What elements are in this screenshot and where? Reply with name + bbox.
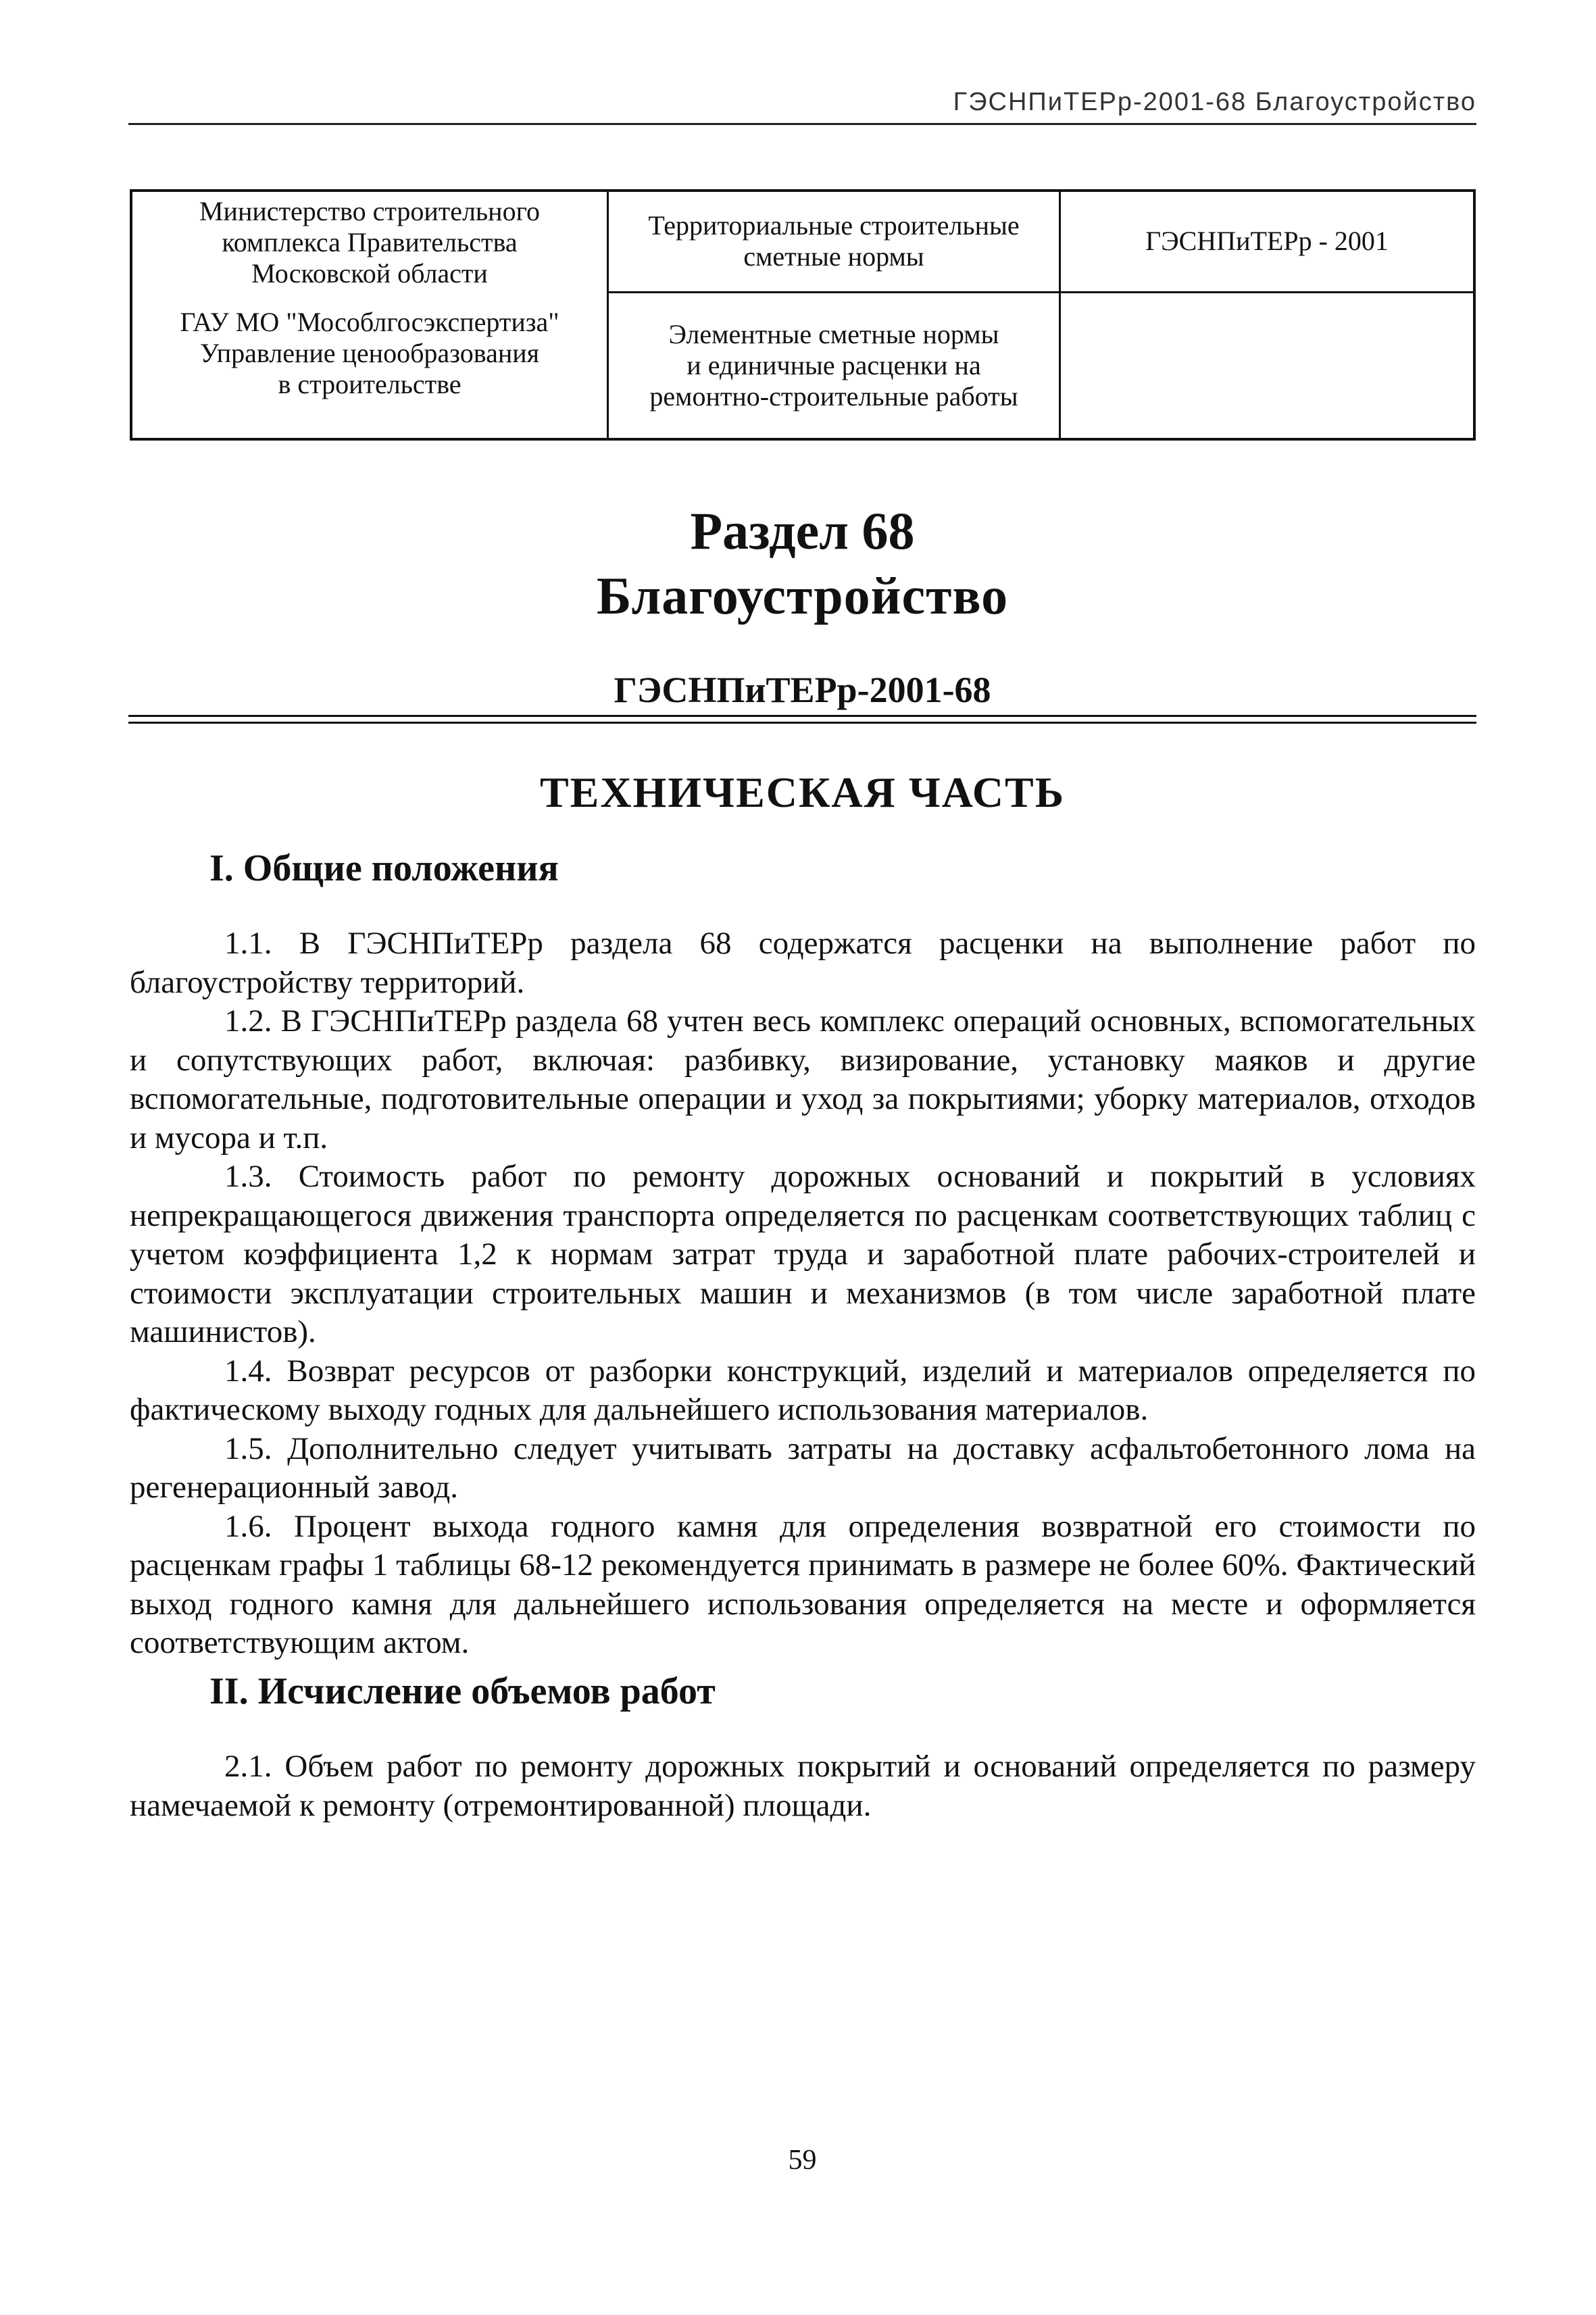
technical-part-title: ТЕХНИЧЕСКАЯ ЧАСТЬ bbox=[539, 768, 1066, 816]
ministry-line: Московской области bbox=[251, 258, 488, 289]
norms-type-cell bbox=[608, 191, 1060, 292]
section-code: ГЭСНПиТЕРр-2001-68 bbox=[614, 670, 991, 710]
ministry-line: Министерство строительного bbox=[199, 196, 540, 226]
paragraph-1-2: 1.2. В ГЭСНПиТЕРр раздела 68 учтен весь комплекс операций основных, вспомогательных и сопутствующих работ, включая: разбивку, визирование, установку маяков и другие вспомогательные, подготовительные операции и уход за покрытиями; уборку материалов, отходов и мусора и т.п. bbox=[130, 1003, 1476, 1155]
chapter-body-general bbox=[130, 924, 1476, 1663]
norms-desc-line: и единичные расценки на bbox=[687, 349, 981, 380]
norms-desc-line: ремонтно-строительные работы bbox=[649, 380, 1018, 412]
section-name: Благоустройство bbox=[596, 566, 1009, 625]
norms-code-cell bbox=[1060, 191, 1475, 292]
running-header: ГЭСНПиТЕРр-2001-68 Благоустройство bbox=[128, 86, 1476, 125]
paragraph-1-5: 1.5. Дополнительно следует учитывать затраты на доставку асфальтобетонного лома на регенерационный завод. bbox=[130, 1430, 1476, 1505]
header-table bbox=[130, 189, 1476, 441]
paragraph-1-1: 1.1. В ГЭСНПиТЕРр раздела 68 содержатся расценки на выполнение работ по благоустройству территорий. bbox=[130, 926, 1476, 1000]
agency-line: Управление ценообразования bbox=[199, 338, 540, 368]
paragraph-1-6: 1.6. Процент выхода годного камня для определения возвратной его стоимости по расценкам графы 1 таблицы 68-12 рекомендуется принимать в размере не более 60%. Фактический выход годного камня для дальнейшего использования определяется на месте и оформляется соответствующим актом. bbox=[130, 1508, 1476, 1660]
empty-cell bbox=[1060, 292, 1475, 439]
agency-line: ГАУ МО "Мособлгосэкспертиза" bbox=[180, 307, 559, 337]
page-number: 59 bbox=[788, 2145, 817, 2176]
chapter-heading-general: I. Общие положения bbox=[209, 847, 559, 889]
paragraph-1-3: 1.3. Стоимость работ по ремонту дорожных оснований и покрытий в условиях непрекращающегося движения транспорта определяется по расценкам соответствующих таблиц с учетом коэффициента 1,2 к нормам затрат труда и заработной плате рабочих-строителей и стоимости эксплуатации строительных машин и механизмов (в том числе заработной плате машинистов). bbox=[130, 1159, 1476, 1349]
paragraph-2-1: 2.1. Объем работ по ремонту дорожных покрытий и оснований определяется по размеру намечаемой к ремонту (отремонтированной) площади. bbox=[130, 1749, 1476, 1823]
section-number: Раздел 68 bbox=[690, 501, 915, 560]
chapter-heading-volumes: II. Исчисление объемов работ bbox=[209, 1670, 716, 1712]
ministry-line: комплекса Правительства bbox=[222, 227, 518, 257]
norms-desc-cell bbox=[608, 292, 1060, 439]
norms-code: ГЭСНПиТЕРр - 2001 bbox=[1145, 226, 1389, 257]
double-rule-divider bbox=[128, 715, 1476, 724]
agency-line: в строительстве bbox=[278, 369, 462, 399]
chapter-body-volumes bbox=[130, 1747, 1476, 1825]
agency-cell bbox=[131, 292, 608, 439]
ministry-cell bbox=[131, 191, 608, 292]
paragraph-1-4: 1.4. Возврат ресурсов от разборки конструкций, изделий и материалов определяется по фактическому выходу годных для дальнейшего использования материалов. bbox=[130, 1353, 1476, 1427]
norms-desc-line: Элементные сметные нормы bbox=[668, 318, 999, 349]
norms-type-line: сметные нормы bbox=[743, 241, 924, 272]
norms-type-line: Территориальные строительные bbox=[648, 210, 1020, 241]
